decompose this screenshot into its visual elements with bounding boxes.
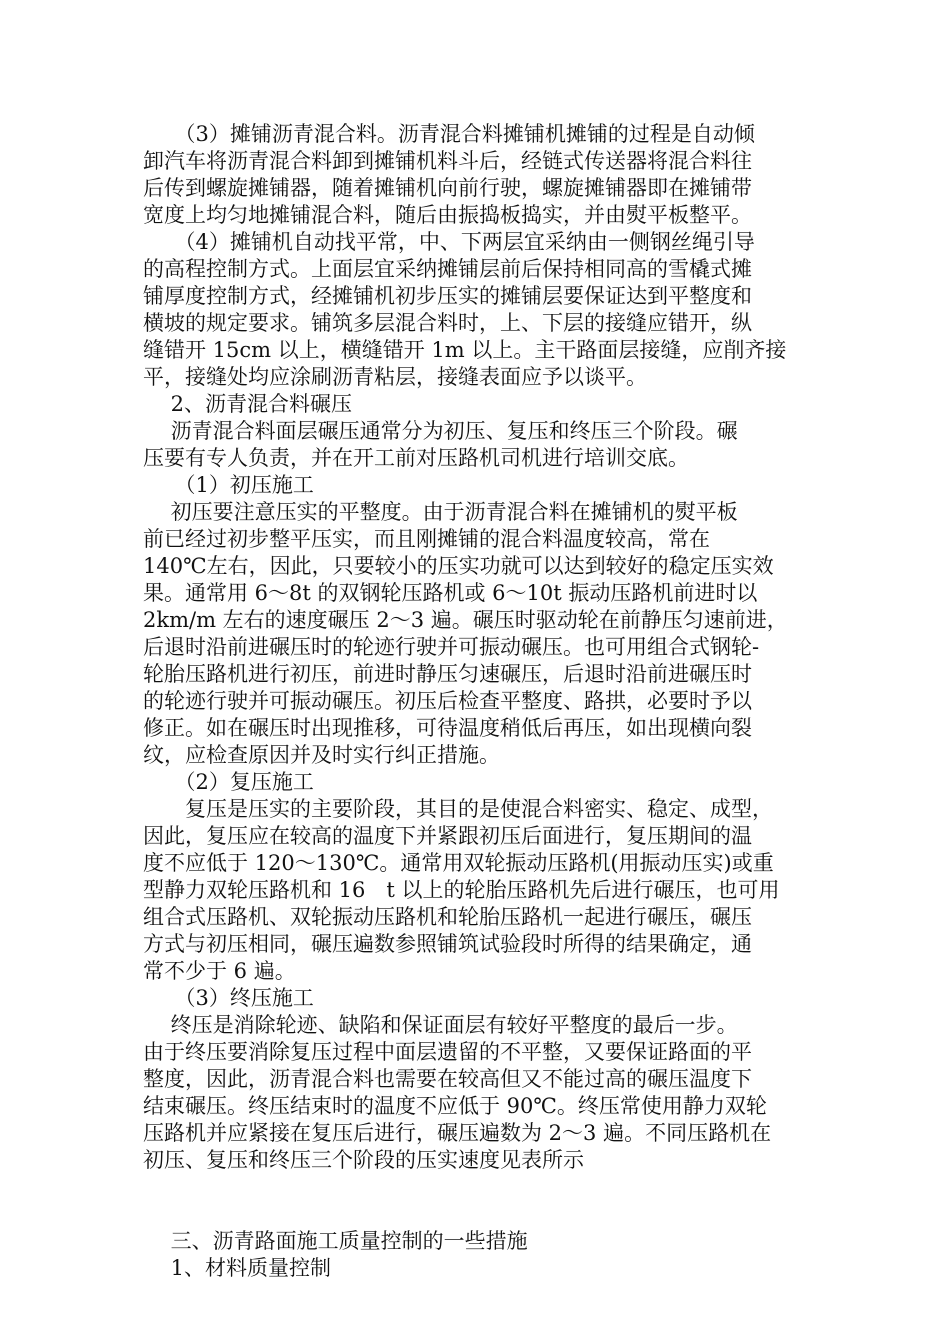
text-line: 压路机并应紧接在复压后进行，碾压遍数为 2～3 遍。不同压路机在: [143, 1121, 772, 1145]
text-line: 的高程控制方式。上面层宜采纳摊铺层前后保持相同高的雪橇式摊: [143, 257, 752, 281]
text-line: 组合式压路机、双轮振动压路机和轮胎压路机一起进行碾压，碾压: [143, 905, 752, 929]
text-line: 终压是消除轮迹、缺陷和保证面层有较好平整度的最后一步。: [143, 1013, 738, 1037]
subsection-heading: （1）初压施工: [143, 473, 314, 497]
section-heading: 三、沥青路面施工质量控制的一些措施: [143, 1229, 528, 1253]
text-line: 后退时沿前进碾压时的轮迹行驶并可振动碾压。也可用组合式钢轮-: [143, 635, 760, 659]
text-line: 缝错开 15cm 以上，横缝错开 1m 以上。主干路面层接缝，应削齐接: [143, 338, 787, 362]
subsection-heading: （2）复压施工: [143, 770, 314, 794]
text-line: 宽度上均匀地摊铺混合料，随后由振捣板捣实，并由熨平板整平。: [143, 203, 752, 227]
text-line: 修正。如在碾压时出现推移，可待温度稍低后再压，如出现横向裂: [143, 716, 752, 740]
text-line: 后传到螺旋摊铺器，随着摊铺机向前行驶，螺旋摊铺器即在摊铺带: [143, 176, 752, 200]
text-line: 整度，因此，沥青混合料也需要在较高但又不能过高的碾压温度下: [143, 1067, 752, 1091]
text-line: （3）摊铺沥青混合料。沥青混合料摊铺机摊铺的过程是自动倾: [143, 122, 755, 146]
text-line: 卸汽车将沥青混合料卸到摊铺机料斗后，经链式传送器将混合料往: [143, 149, 752, 173]
text-line: 的轮迹行驶并可振动碾压。初压后检查平整度、路拱，必要时予以: [143, 689, 752, 713]
section-heading: 2、沥青混合料碾压: [143, 392, 353, 416]
text-line: 结束碾压。终压结束时的温度不应低于 90℃。终压常使用静力双轮: [143, 1094, 767, 1118]
text-line: 纹，应检查原因并及时实行纠正措施。: [143, 743, 500, 767]
text-line: 轮胎压路机进行初压，前进时静压匀速碾压，后退时沿前进碾压时: [143, 662, 752, 686]
text-line: 由于终压要消除复压过程中面层遗留的不平整，又要保证路面的平: [143, 1040, 752, 1064]
text-line: 型静力双轮压路机和 16 t 以上的轮胎压路机先后进行碾压，也可用: [143, 878, 780, 902]
text-line: 果。通常用 6～8t 的双钢轮压路机或 6～10t 振动压路机前进时以: [143, 581, 758, 605]
text-line: 初压要注意压实的平整度。由于沥青混合料在摊铺机的熨平板: [143, 500, 738, 524]
text-line: 前已经过初步整平压实，而且刚摊铺的混合料温度较高，常在: [143, 527, 710, 551]
section-heading: 1、材料质量控制: [143, 1256, 332, 1280]
text-line: 140℃左右，因此，只要较小的压实功就可以达到较好的稳定压实效: [143, 554, 774, 578]
text-line: 横坡的规定要求。铺筑多层混合料时，上、下层的接缝应错开，纵: [143, 311, 752, 335]
text-line: 初压、复压和终压三个阶段的压实速度见表所示: [143, 1148, 584, 1172]
text-line: （4）摊铺机自动找平常，中、下两层宜采纳由一侧钢丝绳引导: [143, 230, 755, 254]
text-line: 常不少于 6 遍。: [143, 959, 296, 983]
text-line: 压要有专人负责，并在开工前对压路机司机进行培训交底。: [143, 446, 689, 470]
text-line: 因此，复压应在较高的温度下并紧跟初压后面进行，复压期间的温: [143, 824, 752, 848]
text-line: 铺厚度控制方式，经摊铺机初步压实的摊铺层要保证达到平整度和: [143, 284, 752, 308]
text-line: 度不应低于 120～130℃。通常用双轮振动压路机(用振动压实)或重: [143, 851, 774, 875]
text-line: 复压是压实的主要阶段，其目的是使混合料密实、稳定、成型，: [143, 797, 773, 821]
subsection-heading: （3）终压施工: [143, 986, 314, 1010]
text-line: 平，接缝处均应涂刷沥青粘层，接缝表面应予以谈平。: [143, 365, 647, 389]
text-line: 方式与初压相同，碾压遍数参照铺筑试验段时所得的结果确定，通: [143, 932, 752, 956]
text-line: 2km/m 左右的速度碾压 2～3 遍。碾压时驱动轮在前静压匀速前进，: [143, 608, 788, 632]
text-line: 沥青混合料面层碾压通常分为初压、复压和终压三个阶段。碾: [143, 419, 738, 443]
